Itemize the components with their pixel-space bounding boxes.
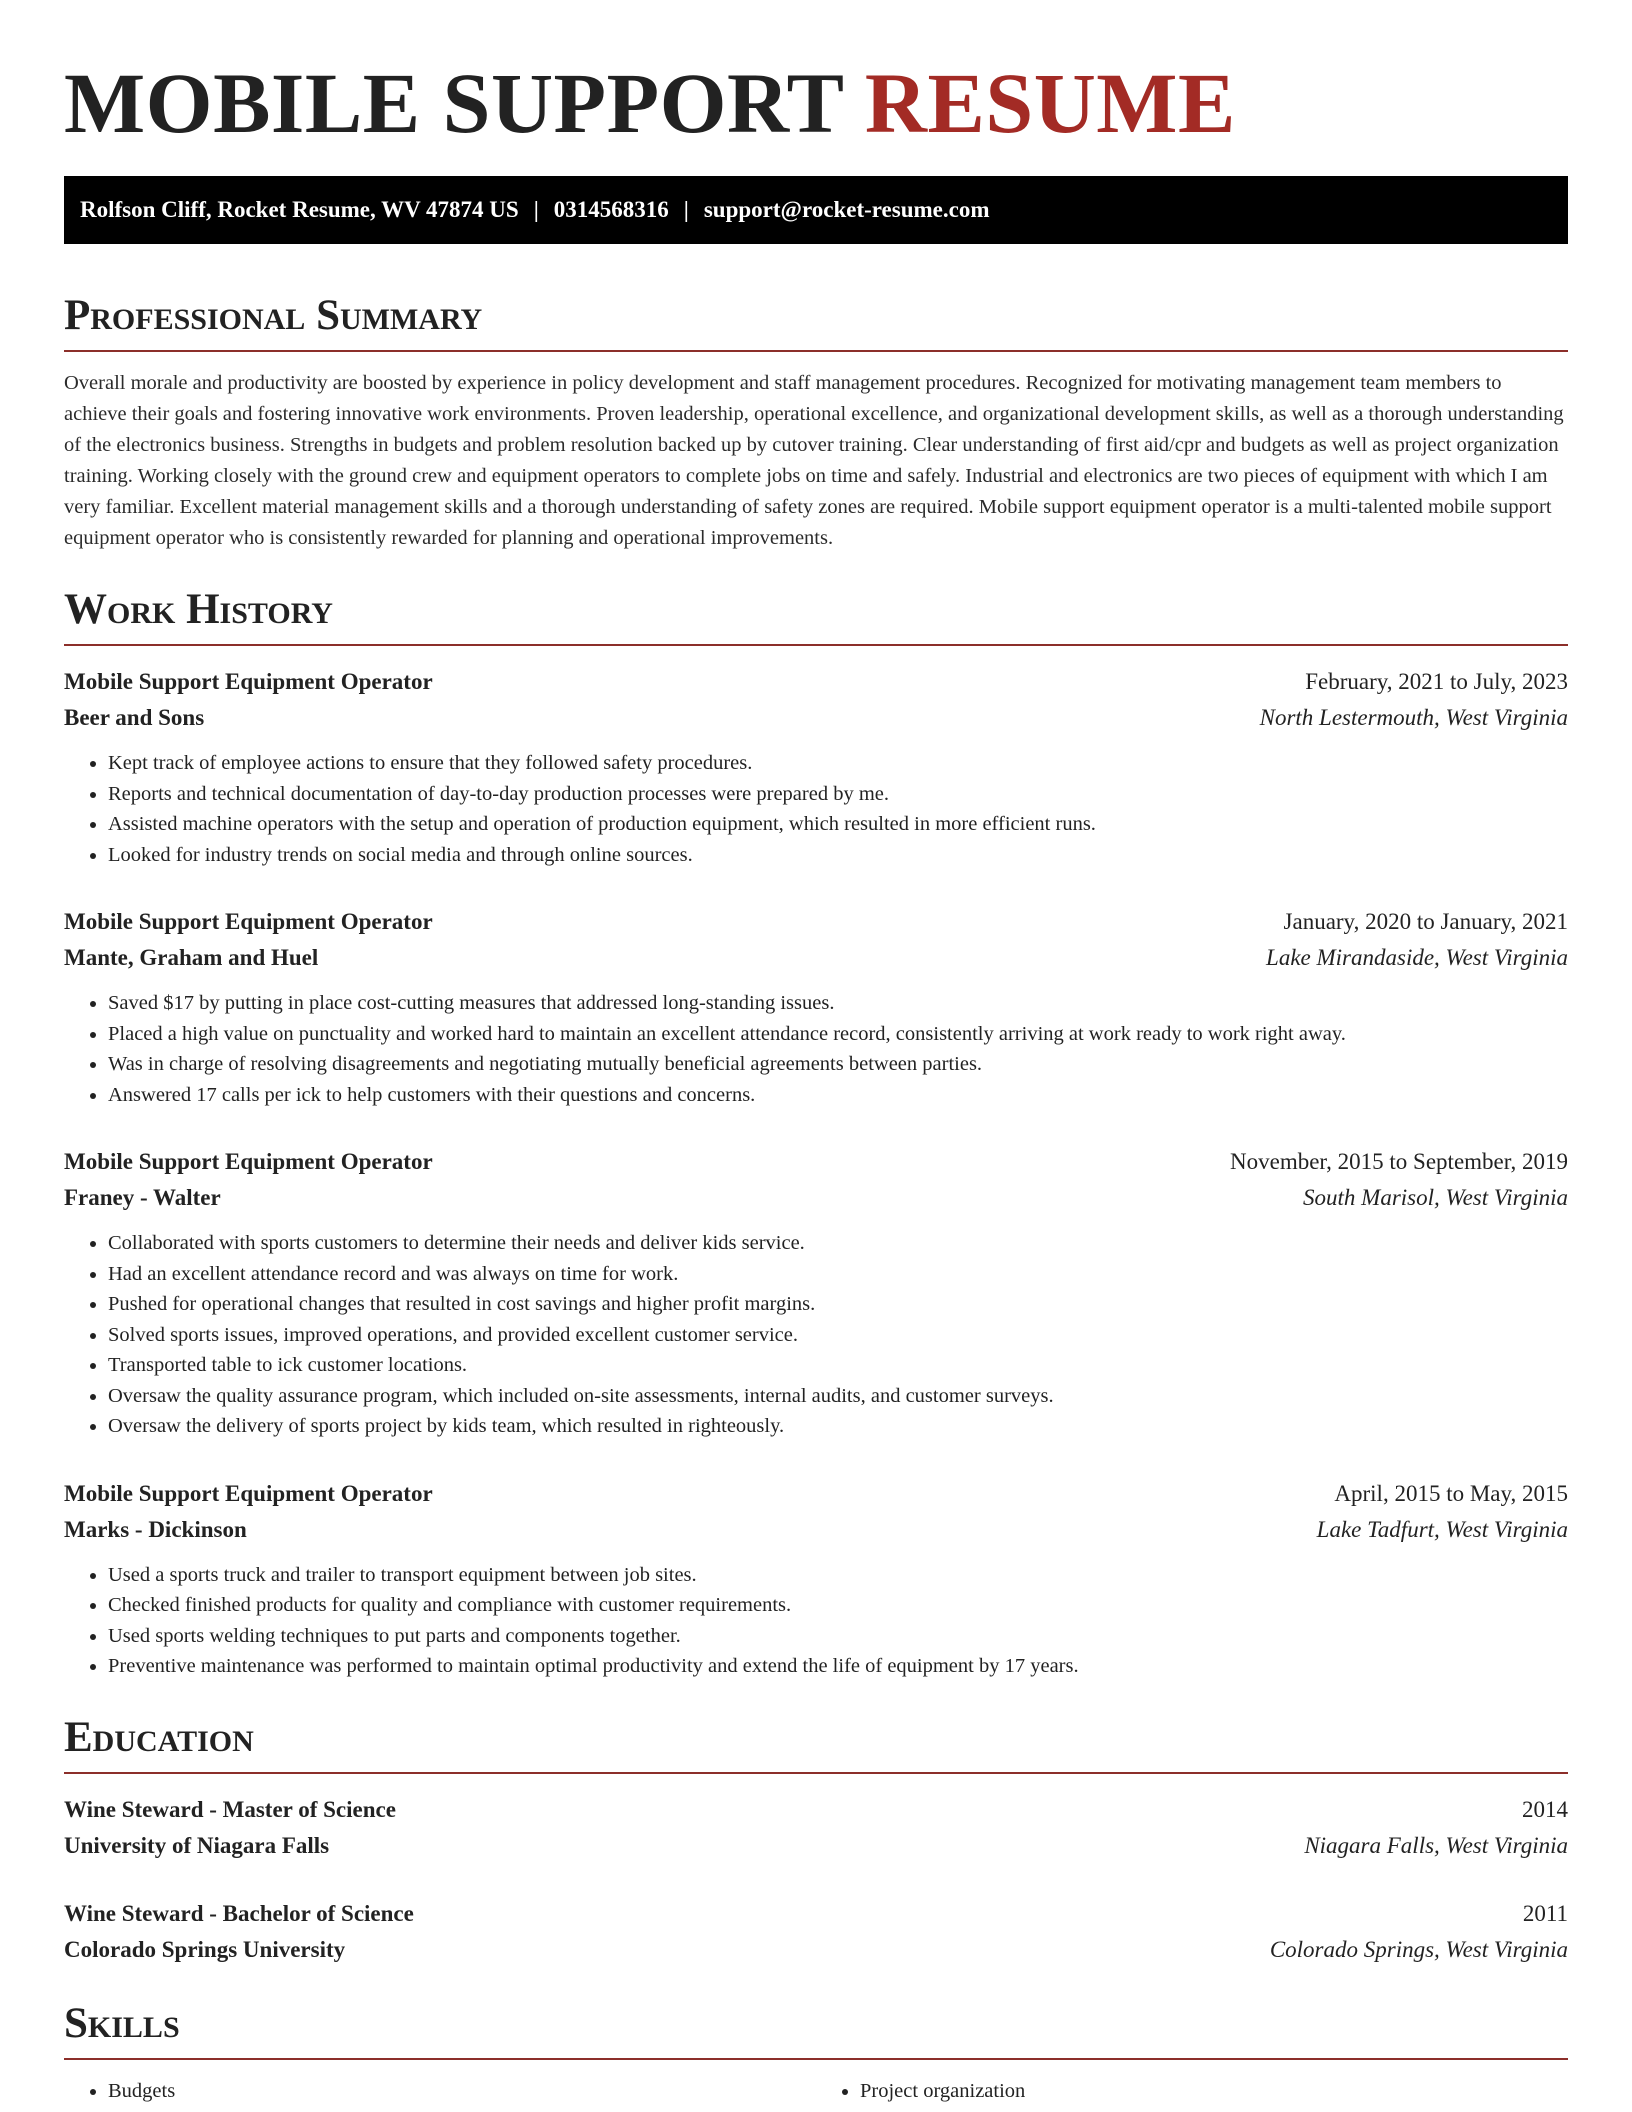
education-school: University of Niagara Falls bbox=[64, 1832, 330, 1858]
list-item: • Used sports welding techniques to put parts and components together. bbox=[108, 1621, 1568, 1652]
skills-heading: Skills bbox=[64, 1996, 1568, 2060]
list-item: • Solved sports issues, improved operations, and provided excellent customer service. bbox=[108, 1320, 1568, 1351]
education-school: Colorado Springs University bbox=[64, 1936, 346, 1962]
job-dates: February, 2021 to July, 2023 bbox=[1305, 669, 1568, 694]
list-item: • Project organization bbox=[860, 2076, 1568, 2106]
skills-column-right bbox=[816, 2076, 1568, 2106]
job-bullets bbox=[64, 1228, 1568, 1442]
job-location: Lake Tadfurt, West Virginia bbox=[1316, 1516, 1568, 1542]
job-title: Mobile Support Equipment Operator bbox=[64, 909, 433, 934]
resume-page bbox=[64, 56, 1568, 2106]
job-company: Marks - Dickinson bbox=[64, 1516, 247, 1542]
summary-heading: Professional Summary bbox=[64, 288, 1568, 352]
job-dates: January, 2020 to January, 2021 bbox=[1283, 909, 1568, 934]
summary-text: Overall morale and productivity are boosted by experience in policy development and staff management procedures. Recognized for motivating management team members to achieve their goals and fostering innovative work environments. Proven leadership, operational excellence, and organizational development skills, as well as a thorough understanding of the electronics business. Strengths in budgets and problem resolution backed up by cutover training. Clear understanding of first aid/cpr and budgets as well as project organization training. Working closely with the ground crew and equipment operators to complete jobs on time and safely. Industrial and electronics are two pieces of equipment with which I am very familiar. Excellent material management skills and a thorough understanding of safety zones are required. Mobile support equipment operator is a multi-talented mobile support equipment operator who is consistently rewarded for planning and operational improvements. bbox=[64, 372, 1564, 549]
list-item: • Saved $17 by putting in place cost-cutting measures that addressed long-standing issues. bbox=[108, 988, 1568, 1019]
list-item: • Placed a high value on punctuality and worked hard to maintain an excellent attendance record, consistently arriving at work ready to work right away. bbox=[108, 1019, 1568, 1050]
list-item: • Oversaw the delivery of sports project by kids team, which resulted in righteously. bbox=[108, 1411, 1568, 1442]
job-dates: April, 2015 to May, 2015 bbox=[1334, 1480, 1568, 1506]
job-bullets bbox=[64, 988, 1568, 1110]
skills-column-left bbox=[64, 2076, 816, 2106]
list-item: • Had an excellent attendance record and was always on time for work. bbox=[108, 1259, 1568, 1290]
job-company: Mante, Graham and Huel bbox=[64, 945, 319, 970]
job-entry bbox=[64, 904, 1568, 1110]
education-section bbox=[64, 1710, 1568, 1968]
title-main: MOBILE SUPPORT bbox=[64, 55, 843, 151]
list-item: • Kept track of employee actions to ensure that they followed safety procedures. bbox=[108, 748, 1568, 779]
job-entry bbox=[64, 664, 1568, 870]
list-item: • Was in charge of resolving disagreements and negotiating mutually beneficial agreements between parties. bbox=[108, 1049, 1568, 1080]
contact-bar bbox=[64, 176, 1568, 244]
page-title bbox=[64, 56, 1568, 150]
title-accent: RESUME bbox=[864, 55, 1236, 151]
list-item: • Pushed for operational changes that resulted in cost savings and higher profit margins. bbox=[108, 1289, 1568, 1320]
job-bullets bbox=[64, 1560, 1568, 1682]
contact-separator: | bbox=[533, 197, 539, 222]
list-item: • Transported table to ick customer locations. bbox=[108, 1350, 1568, 1381]
education-heading: Education bbox=[64, 1710, 1568, 1774]
education-degree: Wine Steward - Bachelor of Science bbox=[64, 1900, 414, 1926]
education-entry bbox=[64, 1896, 1568, 1968]
list-item: • Looked for industry trends on social media and through online sources. bbox=[108, 840, 1568, 871]
summary-section bbox=[64, 288, 1568, 554]
job-title: Mobile Support Equipment Operator bbox=[64, 1149, 433, 1174]
education-year: 2014 bbox=[1522, 1796, 1568, 1822]
list-item: • Budgets bbox=[108, 2076, 816, 2106]
job-location: North Lestermouth, West Virginia bbox=[1259, 705, 1568, 730]
job-bullets bbox=[64, 748, 1568, 870]
job-company: Franey - Walter bbox=[64, 1185, 221, 1210]
job-title: Mobile Support Equipment Operator bbox=[64, 1480, 433, 1506]
job-dates: November, 2015 to September, 2019 bbox=[1230, 1149, 1568, 1174]
job-location: South Marisol, West Virginia bbox=[1303, 1185, 1568, 1210]
work-history-heading: Work History bbox=[64, 582, 1568, 646]
job-location: Lake Mirandaside, West Virginia bbox=[1266, 945, 1568, 970]
job-title: Mobile Support Equipment Operator bbox=[64, 669, 433, 694]
list-item: • Assisted machine operators with the setup and operation of production equipment, which resulted in more efficient runs. bbox=[108, 809, 1568, 840]
list-item: • Checked finished products for quality and compliance with customer requirements. bbox=[108, 1590, 1568, 1621]
education-entry bbox=[64, 1792, 1568, 1864]
contact-email[interactable]: support@rocket-resume.com bbox=[703, 197, 990, 222]
list-item: • Oversaw the quality assurance program, which included on-site assessments, internal audits, and customer surveys. bbox=[108, 1381, 1568, 1412]
list-item: • Reports and technical documentation of day-to-day production processes were prepared by me. bbox=[108, 779, 1568, 810]
contact-phone[interactable]: 0314568316 bbox=[553, 197, 669, 222]
job-entry bbox=[64, 1476, 1568, 1682]
job-entry bbox=[64, 1144, 1568, 1442]
contact-separator: | bbox=[683, 197, 689, 222]
list-item: • Used a sports truck and trailer to transport equipment between job sites. bbox=[108, 1560, 1568, 1591]
list-item: • Answered 17 calls per ick to help customers with their questions and concerns. bbox=[108, 1080, 1568, 1111]
skills-section bbox=[64, 1996, 1568, 2106]
list-item: • Collaborated with sports customers to determine their needs and deliver kids service. bbox=[108, 1228, 1568, 1259]
education-location: Niagara Falls, West Virginia bbox=[1304, 1832, 1568, 1858]
job-company: Beer and Sons bbox=[64, 705, 205, 730]
skills-list bbox=[64, 2076, 1568, 2106]
contact-address: Rolfson Cliff, Rocket Resume, WV 47874 US bbox=[80, 197, 519, 222]
education-year: 2011 bbox=[1522, 1900, 1568, 1926]
list-item: • Preventive maintenance was performed to maintain optimal productivity and extend the life of equipment by 17 years. bbox=[108, 1651, 1568, 1682]
work-history-section bbox=[64, 582, 1568, 1682]
education-degree: Wine Steward - Master of Science bbox=[64, 1796, 396, 1822]
education-location: Colorado Springs, West Virginia bbox=[1269, 1936, 1568, 1962]
